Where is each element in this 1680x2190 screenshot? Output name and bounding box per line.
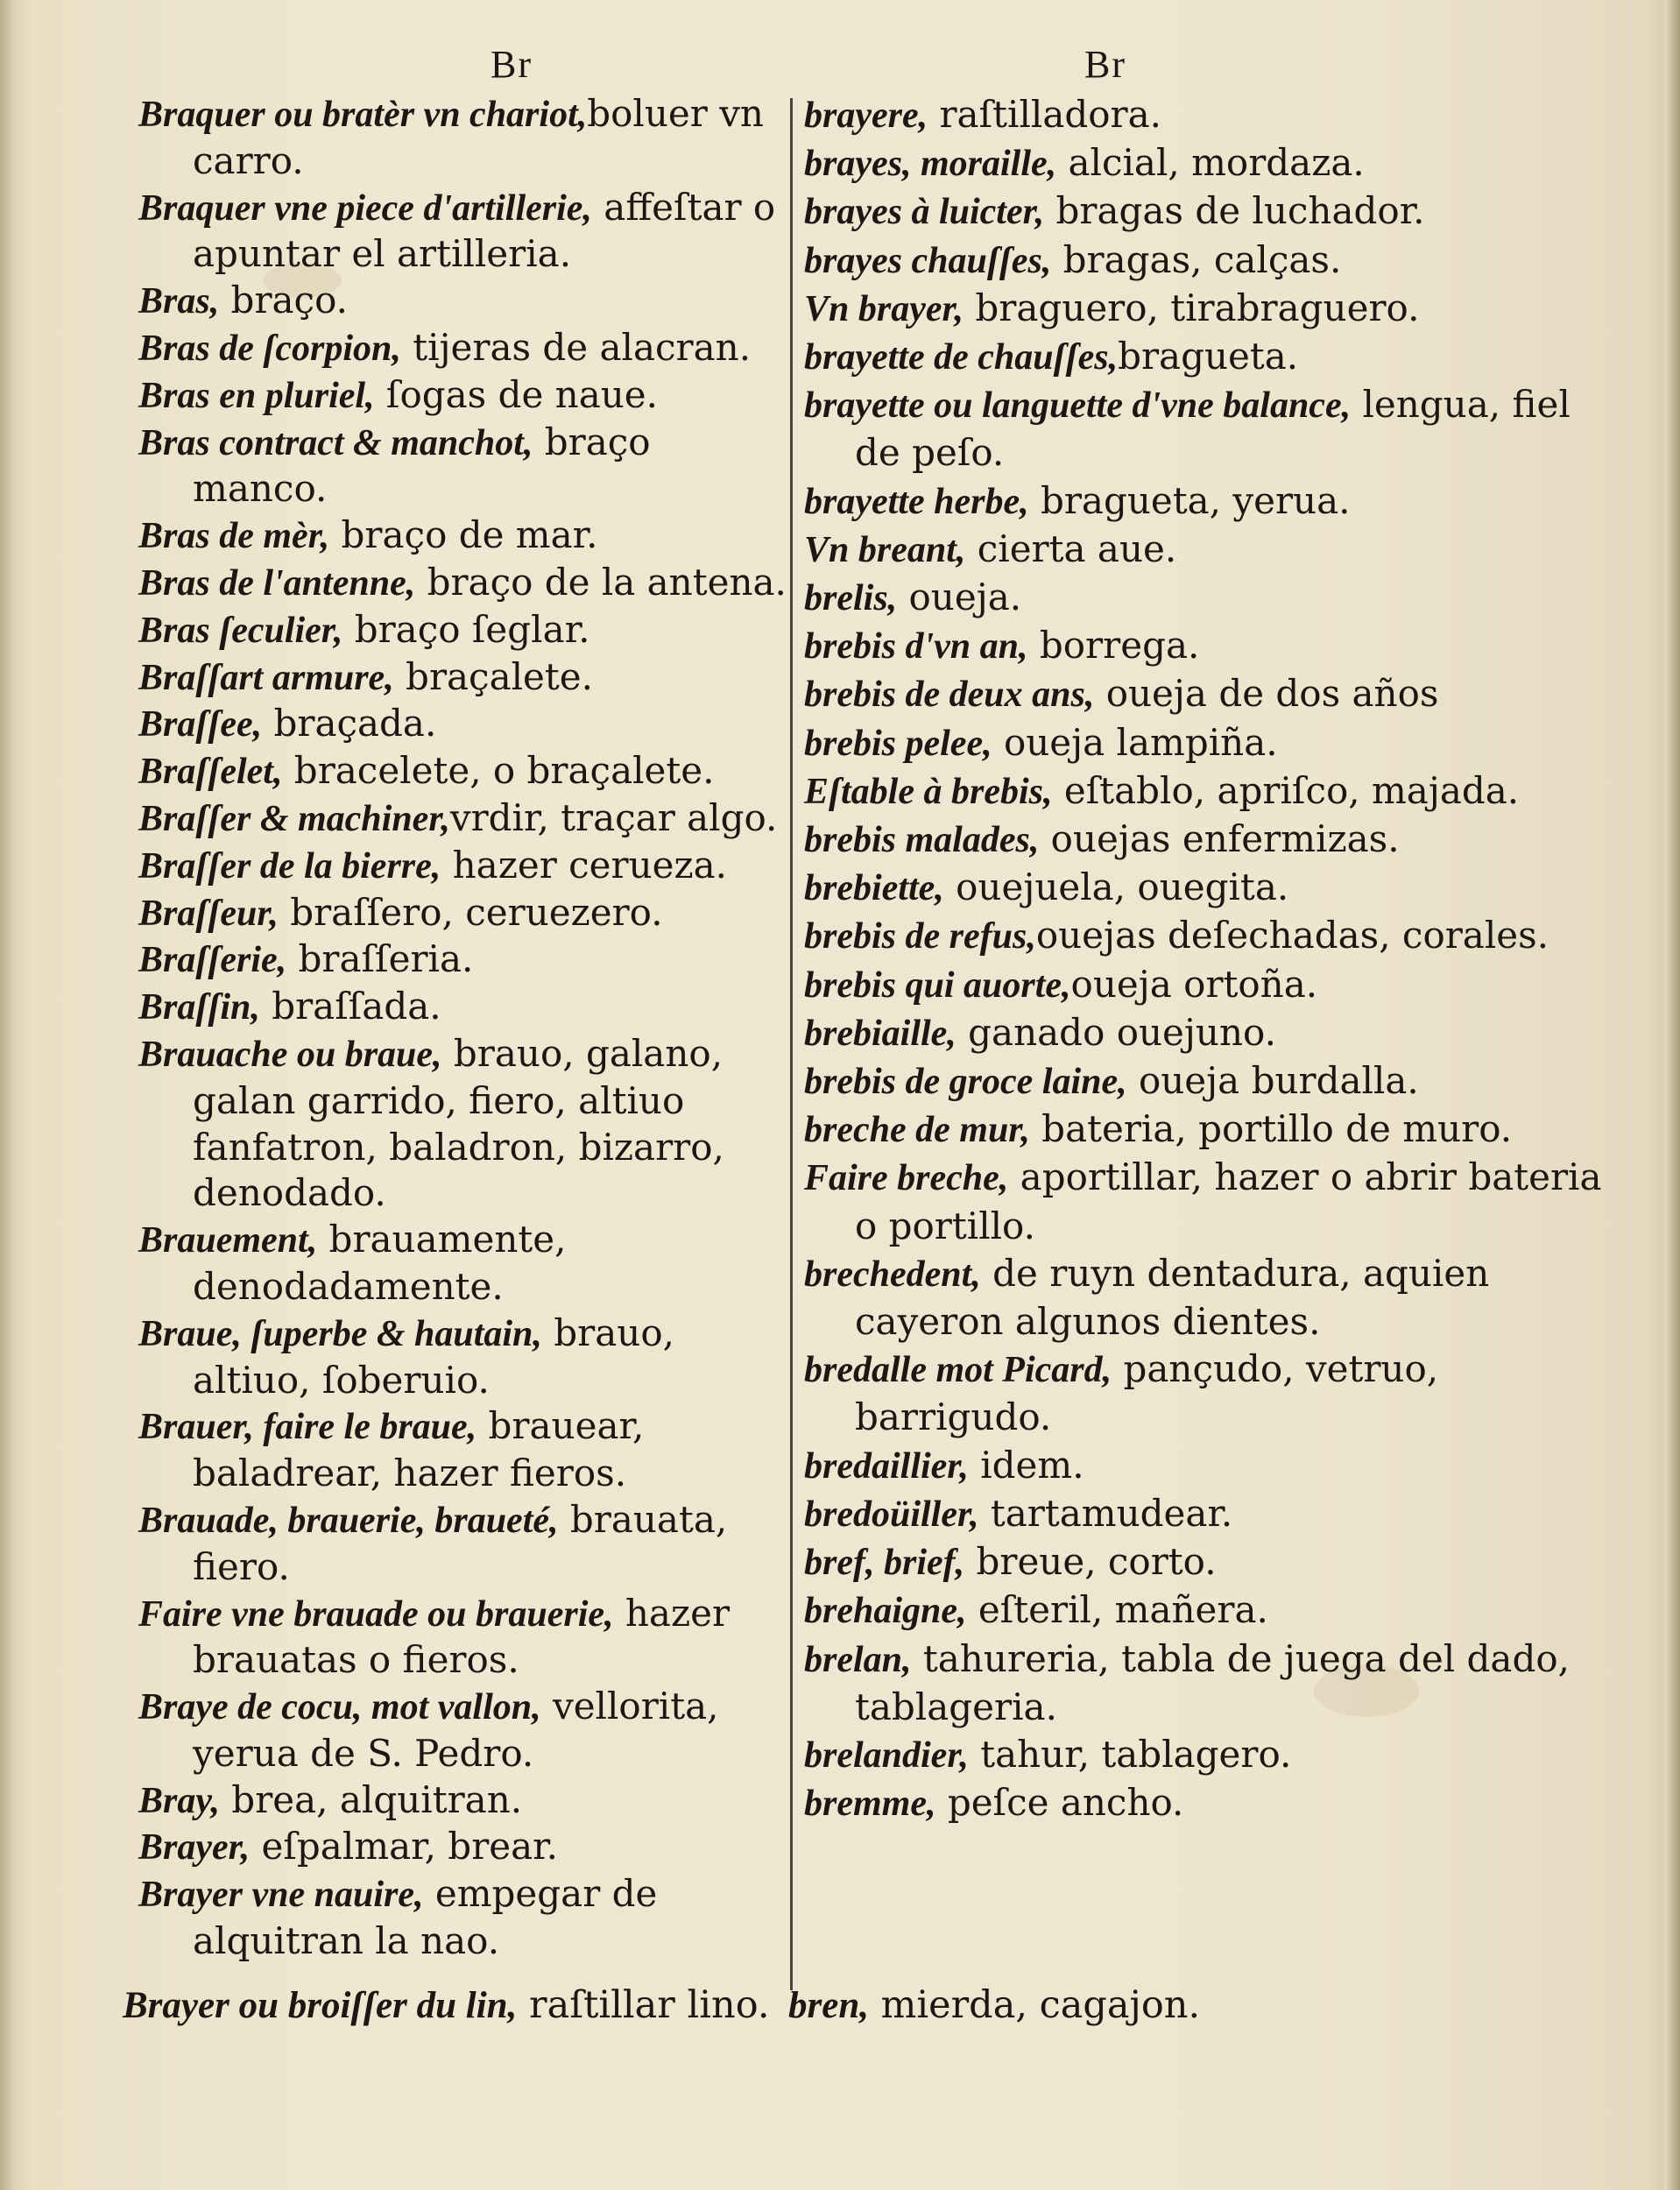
gloss: braço manco. <box>193 420 651 511</box>
gloss: eſpalmar, brear. <box>250 1825 558 1869</box>
gloss: pançudo, vetruo, barrigudo. <box>855 1347 1439 1439</box>
dictionary-entry <box>138 1871 788 1965</box>
gloss: vrdir, traçar algo. <box>449 795 778 839</box>
headword: brehaigne, <box>804 1591 967 1632</box>
gloss: de ruyn dentadura, aquien cayeron algunos dientes. <box>855 1251 1490 1344</box>
dictionary-entry <box>804 574 1623 622</box>
headword: Vn brayer, <box>804 288 964 329</box>
dictionary-entry <box>804 719 1623 767</box>
headword: brayette de chauſſes, <box>804 337 1119 378</box>
gloss: aportillar, hazer o abrir bateria o portillo. <box>855 1155 1602 1247</box>
headword: Braſſin, <box>138 987 260 1028</box>
gloss: hazer cerueza. <box>441 843 728 887</box>
dictionary-entry <box>138 512 788 560</box>
dictionary-entry <box>138 607 788 654</box>
last-entry-right <box>788 1982 1200 2030</box>
gloss: eſteril, mañera. <box>966 1588 1268 1632</box>
headword: bremme, <box>804 1784 936 1825</box>
headword: Bras, <box>138 281 220 322</box>
dictionary-entry <box>804 285 1623 333</box>
headword: bref, brief, <box>804 1543 965 1584</box>
dictionary-entry <box>138 1684 788 1777</box>
gloss: braſſada. <box>259 985 441 1028</box>
dictionary-entry <box>138 560 788 607</box>
dictionary-entry <box>804 1586 1623 1635</box>
dictionary-entry <box>138 185 788 279</box>
gloss: tijeras de alacran. <box>400 325 752 369</box>
gloss: oueja burdalla. <box>1126 1059 1419 1103</box>
headword: Bras de ſcorpion, <box>138 328 401 369</box>
gloss: braçada. <box>262 702 437 745</box>
dictionary-entry <box>138 843 788 890</box>
running-head-left: Br <box>491 43 533 86</box>
gloss: braço de mar. <box>329 513 598 557</box>
dictionary-entry <box>804 622 1623 670</box>
gloss: braſſeria. <box>286 937 474 981</box>
gloss: affeſtar o apuntar el artilleria. <box>193 185 776 276</box>
headword: brebis qui auorte, <box>804 964 1071 1006</box>
headword: Brayer, <box>138 1827 251 1869</box>
gloss: tahur, tablagero. <box>968 1732 1292 1776</box>
dictionary-entry <box>804 912 1623 960</box>
headword: Braquer ou bratèr vn chariot, <box>138 95 588 135</box>
gloss: eſtablo, apriſco, majada. <box>1052 768 1520 812</box>
dictionary-entry <box>804 139 1623 187</box>
headword: brayes chauſſes, <box>804 240 1052 281</box>
gloss: braſſero, ceruezero. <box>278 890 663 934</box>
running-head-right: Br <box>1084 43 1126 86</box>
headword: brelandier, <box>804 1734 969 1776</box>
dictionary-entry <box>804 1731 1623 1779</box>
headword: Braſſer & machiner, <box>138 798 450 839</box>
gloss: brauo, altiuo, ſoberuio. <box>193 1310 674 1402</box>
dictionary-entry <box>138 420 788 513</box>
dictionary-entry <box>804 1346 1623 1441</box>
dictionary-entry <box>138 701 788 748</box>
dictionary-entry <box>804 864 1623 912</box>
dictionary-entry <box>804 333 1623 381</box>
gloss: brea, alquitran. <box>219 1777 523 1821</box>
headword: Braſſee, <box>138 704 263 745</box>
dictionary-entry <box>138 1217 788 1310</box>
dictionary-entry <box>804 1490 1623 1538</box>
dictionary-entry <box>804 816 1623 864</box>
gloss: cierta aue. <box>965 526 1177 570</box>
dictionary-entry <box>804 961 1623 1009</box>
gloss: raſtilladora. <box>928 93 1161 136</box>
headword: brayette ou languette d'vne balance, <box>804 385 1352 427</box>
headword: Braye de cocu, mot vallon, <box>138 1687 541 1728</box>
headword: brayes à luicter, <box>804 192 1045 233</box>
dictionary-entry <box>138 325 788 372</box>
headword: Brayer ou broiſſer du lin, <box>123 1985 518 2026</box>
dictionary-entry <box>804 187 1623 236</box>
headword: bredoüiller, <box>804 1494 979 1535</box>
last-entry-left <box>123 1983 770 2027</box>
headword: brelis, <box>804 578 898 619</box>
left-column <box>138 91 788 1965</box>
gloss: mierda, cagajon. <box>868 1983 1201 2027</box>
gloss: hazer brauatas o fieros. <box>193 1591 731 1682</box>
headword: brebiaille, <box>804 1013 956 1054</box>
headword: Brauade, brauerie, braueté, <box>138 1500 559 1541</box>
gloss: idem. <box>968 1443 1084 1487</box>
dictionary-entry <box>138 984 788 1031</box>
dictionary-entry <box>138 91 788 185</box>
gloss: peſce ancho. <box>935 1781 1184 1825</box>
headword: Bras en pluriel, <box>138 375 375 416</box>
gloss: ouejas deſechadas, corales. <box>1035 914 1549 957</box>
gloss: braguero, tirabraguero. <box>964 286 1420 329</box>
gloss: vellorita, yerua de S. Pedro. <box>193 1685 719 1775</box>
gloss: oueja. <box>897 576 1022 619</box>
dictionary-entry <box>804 1106 1623 1154</box>
dictionary-entry <box>138 278 788 325</box>
last-line <box>123 1982 1201 2030</box>
dictionary-entry <box>138 1403 788 1497</box>
headword: Brayer vne nauire, <box>138 1875 424 1916</box>
gloss: oueja de dos años <box>1094 672 1439 716</box>
headword: brebis pelee, <box>804 723 992 764</box>
gloss: bateria, portillo de muro. <box>1029 1107 1513 1151</box>
headword: bredalle mot Picard, <box>804 1350 1112 1391</box>
gloss: braço. <box>219 279 348 322</box>
gloss: ſogas de naue. <box>374 372 659 416</box>
gloss: tahureria, tabla de juega del dado, tablageria. <box>855 1636 1570 1728</box>
headword: Braſſer de la bierre, <box>138 845 441 887</box>
dictionary-entry <box>804 670 1623 718</box>
dictionary-entry <box>138 748 788 795</box>
headword: brebiette, <box>804 868 944 909</box>
gloss: braço ſeglar. <box>342 607 590 651</box>
page-edge-right <box>1664 0 1680 2190</box>
headword: brayette herbe, <box>804 481 1029 522</box>
gloss: braçalete. <box>393 654 593 698</box>
dictionary-entry <box>804 91 1623 139</box>
headword: Braſſart armure, <box>138 657 394 698</box>
headword: brechedent, <box>804 1254 981 1295</box>
gloss: ganado ouejuno. <box>956 1010 1276 1054</box>
gloss: bragueta. <box>1118 335 1299 378</box>
column-rule <box>790 98 793 1990</box>
headword: Bras ſeculier, <box>138 610 343 651</box>
dictionary-entry <box>804 477 1623 526</box>
gloss: bracelete, o braçalete. <box>282 749 715 793</box>
headword: Brauement, <box>138 1220 318 1261</box>
headword: Bray, <box>138 1780 220 1821</box>
dictionary-entry <box>138 795 788 843</box>
headword: brelan, <box>804 1639 912 1680</box>
headword: brayere, <box>804 95 928 136</box>
headword: bren, <box>788 1985 869 2026</box>
gloss: brauata, fiero. <box>193 1497 728 1588</box>
headword: Eſtable à brebis, <box>804 771 1053 812</box>
dictionary-entry <box>138 1591 788 1685</box>
dictionary-entry <box>138 1777 788 1825</box>
headword: brayes, moraille, <box>804 144 1057 185</box>
headword: Bras de l'antenne, <box>138 562 416 604</box>
gloss: braço de la antena. <box>415 560 787 604</box>
gloss: bragueta, yerua. <box>1028 478 1351 522</box>
headword: Braſſerie, <box>138 940 287 981</box>
headword: Bras contract & manchot, <box>138 422 533 463</box>
headword: Brauer, faire le braue, <box>138 1407 477 1448</box>
headword: Faire vne brauade ou brauerie, <box>138 1593 614 1635</box>
headword: bredaillier, <box>804 1445 969 1487</box>
dictionary-entry <box>138 654 788 702</box>
gloss: raſtillar lino. <box>517 1983 770 2027</box>
dictionary-entry <box>804 1057 1623 1106</box>
gloss: bragas, calças. <box>1051 237 1342 281</box>
gloss: alcial, mordaza. <box>1056 141 1365 185</box>
gloss: boluer vn carro. <box>193 92 764 182</box>
dictionary-entry <box>138 1497 788 1591</box>
gloss: ouejas enfermizas. <box>1039 817 1400 861</box>
gloss: brauamente, denodadamente. <box>193 1218 567 1308</box>
gloss: borrega. <box>1027 624 1200 668</box>
gloss: bragas de luchador. <box>1044 189 1425 233</box>
right-column <box>804 91 1623 1827</box>
gloss: breue, corto. <box>964 1540 1217 1584</box>
dictionary-entry <box>804 1250 1623 1346</box>
dictionary-entry <box>804 381 1623 477</box>
headword: brebis de groce laine, <box>804 1062 1127 1103</box>
gloss: brauear, baladrear, hazer fieros. <box>193 1404 645 1495</box>
headword: Vn breant, <box>804 529 966 570</box>
dictionary-entry <box>804 1442 1623 1490</box>
headword: brebis d'vn an, <box>804 626 1028 668</box>
dictionary-entry <box>138 1310 788 1404</box>
dictionary-entry <box>138 1824 788 1871</box>
dictionary-entry <box>138 890 788 937</box>
gloss: lengua, fiel de peſo. <box>855 383 1571 475</box>
headword: Braquer vne piece d'artillerie, <box>138 187 592 229</box>
headword: Faire breche, <box>804 1158 1009 1199</box>
gloss: oueja ortoña. <box>1070 962 1318 1006</box>
dictionary-entry <box>804 1779 1623 1827</box>
headword: Brauache ou braue, <box>138 1034 442 1075</box>
headword: brebis malades, <box>804 820 1040 861</box>
dictionary-entry <box>138 1031 788 1217</box>
headword: Braſſelet, <box>138 752 283 793</box>
dictionary-entry <box>138 936 788 984</box>
dictionary-entry <box>804 237 1623 285</box>
dictionary-entry <box>804 1009 1623 1057</box>
dictionary-entry <box>804 1538 1623 1586</box>
headword: brebis de deux ans, <box>804 675 1095 716</box>
headword: brebis de refus, <box>804 916 1036 957</box>
dictionary-entry <box>804 1635 1623 1731</box>
gloss: empegar de alquitran la nao. <box>193 1872 658 1963</box>
headword: Braſſeur, <box>138 893 279 934</box>
headword: breche de mur, <box>804 1110 1030 1151</box>
dictionary-entry <box>804 767 1623 816</box>
gloss: tartamudear. <box>978 1491 1233 1535</box>
headword: Bras de mèr, <box>138 516 330 557</box>
gloss: oueja lampiña. <box>992 720 1278 764</box>
gloss: ouejuela, ouegita. <box>943 865 1289 909</box>
dictionary-entry <box>138 372 788 420</box>
gloss: brauo, galano, galan garrido, fiero, altiuo fanfatron, baladron, bizarro, denodado. <box>193 1031 724 1215</box>
dictionary-entry <box>804 1154 1623 1249</box>
dictionary-entry <box>804 526 1623 574</box>
page-edge-left <box>0 0 14 2190</box>
headword: Braue, ſuperbe & hautain, <box>138 1313 542 1354</box>
